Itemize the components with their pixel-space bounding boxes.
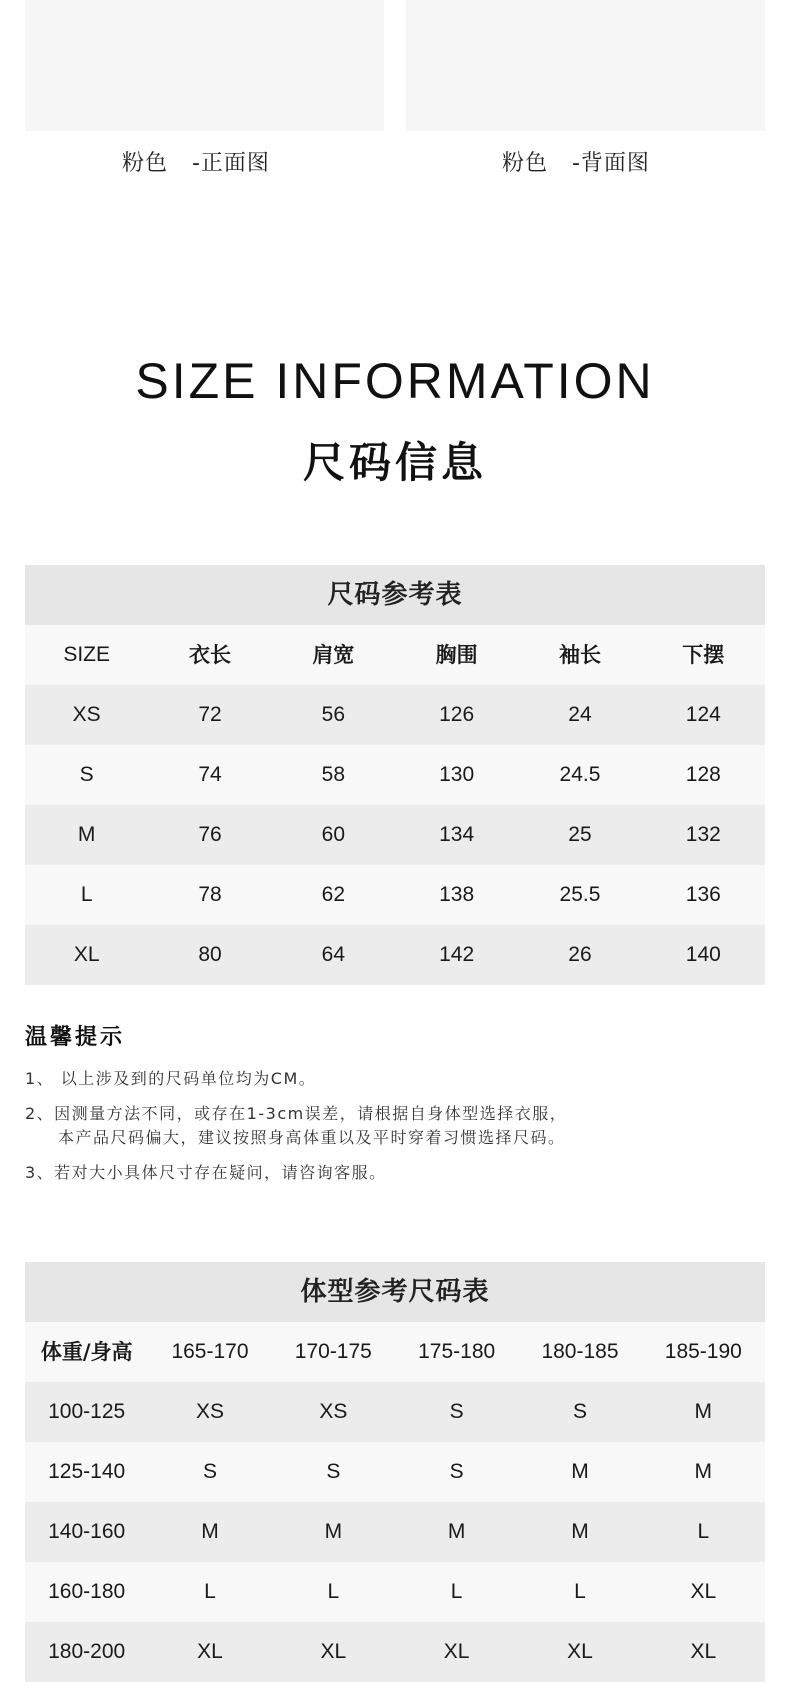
table-cell: XL bbox=[443, 1640, 470, 1663]
table-cell: M bbox=[447, 1520, 466, 1543]
back-photo bbox=[406, 0, 765, 131]
table-cell: L bbox=[697, 1520, 710, 1543]
table-cell: 62 bbox=[321, 883, 345, 906]
header-cell: 袖长 bbox=[558, 643, 601, 667]
table-cell: XL bbox=[73, 943, 100, 966]
table-row bbox=[25, 745, 765, 805]
table-cell: 124 bbox=[685, 703, 721, 726]
tip-line: 1、 以上涉及到的尺码单位均为CM。 bbox=[25, 1069, 317, 1088]
section-title-en: SIZE INFORMATION bbox=[135, 353, 655, 409]
table-row bbox=[25, 685, 765, 745]
table-cell: 24 bbox=[568, 703, 592, 726]
header-cell: 185-190 bbox=[664, 1340, 742, 1363]
header-cell: 胸围 bbox=[435, 643, 478, 667]
table-cell: XL bbox=[320, 1640, 347, 1663]
table-cell: S bbox=[449, 1400, 464, 1423]
table-cell: S bbox=[326, 1460, 341, 1483]
table-cell: XL bbox=[567, 1640, 593, 1663]
tip-line: 本产品尺码偏大，建议按照身高体重以及平时穿着习惯选择尺码。 bbox=[58, 1128, 566, 1147]
header-cell: 165-170 bbox=[171, 1340, 249, 1363]
table-cell: 76 bbox=[198, 823, 222, 846]
table-cell: 72 bbox=[198, 703, 222, 726]
table-cell: 74 bbox=[198, 763, 222, 786]
table-cell: XL bbox=[197, 1640, 223, 1663]
table-cell: 180-200 bbox=[48, 1640, 126, 1663]
header-cell: 175-180 bbox=[418, 1340, 496, 1363]
table-cell: 134 bbox=[439, 823, 475, 846]
table-row bbox=[25, 1442, 765, 1502]
table-cell: M bbox=[77, 823, 96, 846]
table-cell: L bbox=[450, 1580, 463, 1603]
table-cell: M bbox=[694, 1400, 713, 1423]
table-cell: L bbox=[574, 1580, 586, 1603]
table-cell: M bbox=[201, 1520, 219, 1543]
body-table-caption: 体型参考尺码表 bbox=[25, 1262, 765, 1322]
table-cell: M bbox=[571, 1460, 589, 1483]
table-cell: M bbox=[324, 1520, 343, 1543]
table-cell: XS bbox=[72, 703, 101, 726]
table-cell: 142 bbox=[439, 943, 475, 966]
table-cell: M bbox=[571, 1520, 589, 1543]
table-cell: L bbox=[80, 883, 93, 906]
size-reference-table bbox=[25, 565, 765, 985]
header-cell: 体重/身高 bbox=[40, 1340, 133, 1364]
table-cell: 140-160 bbox=[48, 1520, 126, 1543]
header-cell: 肩宽 bbox=[312, 643, 355, 667]
table-cell: 26 bbox=[568, 943, 592, 966]
tip-line: 3、若对大小具体尺寸存在疑问，请咨询客服。 bbox=[25, 1163, 387, 1182]
table-cell: 138 bbox=[439, 883, 475, 906]
body-type-table bbox=[25, 1262, 765, 1682]
table-cell: 25.5 bbox=[559, 883, 601, 906]
table-cell: 126 bbox=[439, 703, 475, 726]
table-cell: 25 bbox=[568, 823, 592, 846]
table-cell: 58 bbox=[321, 763, 345, 786]
table-cell: S bbox=[79, 763, 94, 786]
table-cell: 130 bbox=[439, 763, 475, 786]
table-cell: 80 bbox=[198, 943, 222, 966]
table-row bbox=[25, 805, 765, 865]
size-table-header-row bbox=[25, 625, 765, 685]
header-cell: SIZE bbox=[63, 643, 110, 666]
tips-title: 温馨提示 bbox=[25, 1025, 126, 1050]
table-cell: 132 bbox=[685, 823, 721, 846]
table-cell: XS bbox=[195, 1400, 224, 1423]
table-cell: XL bbox=[690, 1580, 717, 1603]
table-row bbox=[25, 1622, 765, 1682]
table-row bbox=[25, 925, 765, 985]
table-cell: XL bbox=[690, 1640, 717, 1663]
back-photo-caption: 粉色 -背面图 bbox=[502, 151, 650, 176]
table-cell: S bbox=[202, 1460, 217, 1483]
body-table-header-row bbox=[25, 1322, 765, 1382]
table-cell: L bbox=[327, 1580, 340, 1603]
table-cell: L bbox=[204, 1580, 216, 1603]
header-cell: 下摆 bbox=[682, 643, 725, 667]
table-cell: 78 bbox=[198, 883, 222, 906]
table-row bbox=[25, 865, 765, 925]
table-row bbox=[25, 1382, 765, 1442]
table-cell: 56 bbox=[321, 703, 345, 726]
table-cell: 100-125 bbox=[48, 1400, 126, 1423]
table-cell: XS bbox=[319, 1400, 348, 1423]
table-row bbox=[25, 1562, 765, 1622]
table-cell: 60 bbox=[321, 823, 345, 846]
front-photo-caption: 粉色 -正面图 bbox=[122, 151, 270, 176]
table-cell: 64 bbox=[321, 943, 345, 966]
size-table-caption: 尺码参考表 bbox=[25, 565, 765, 625]
table-cell: S bbox=[449, 1460, 464, 1483]
table-cell: M bbox=[694, 1460, 713, 1483]
table-row bbox=[25, 1502, 765, 1562]
table-cell: 128 bbox=[685, 763, 721, 786]
header-cell: 180-185 bbox=[541, 1340, 619, 1363]
front-photo bbox=[25, 0, 384, 131]
table-cell: 160-180 bbox=[48, 1580, 126, 1603]
header-cell: 170-175 bbox=[294, 1340, 372, 1363]
table-cell: 125-140 bbox=[48, 1460, 126, 1483]
table-cell: 140 bbox=[685, 943, 721, 966]
section-title-cn: 尺码信息 bbox=[302, 438, 487, 487]
tip-line: 2、因测量方法不同，或存在1-3cm误差，请根据自身体型选择衣服， bbox=[25, 1104, 568, 1123]
table-cell: S bbox=[572, 1400, 587, 1423]
table-cell: 24.5 bbox=[559, 763, 601, 786]
header-cell: 衣长 bbox=[188, 643, 231, 667]
table-cell: 136 bbox=[685, 883, 721, 906]
